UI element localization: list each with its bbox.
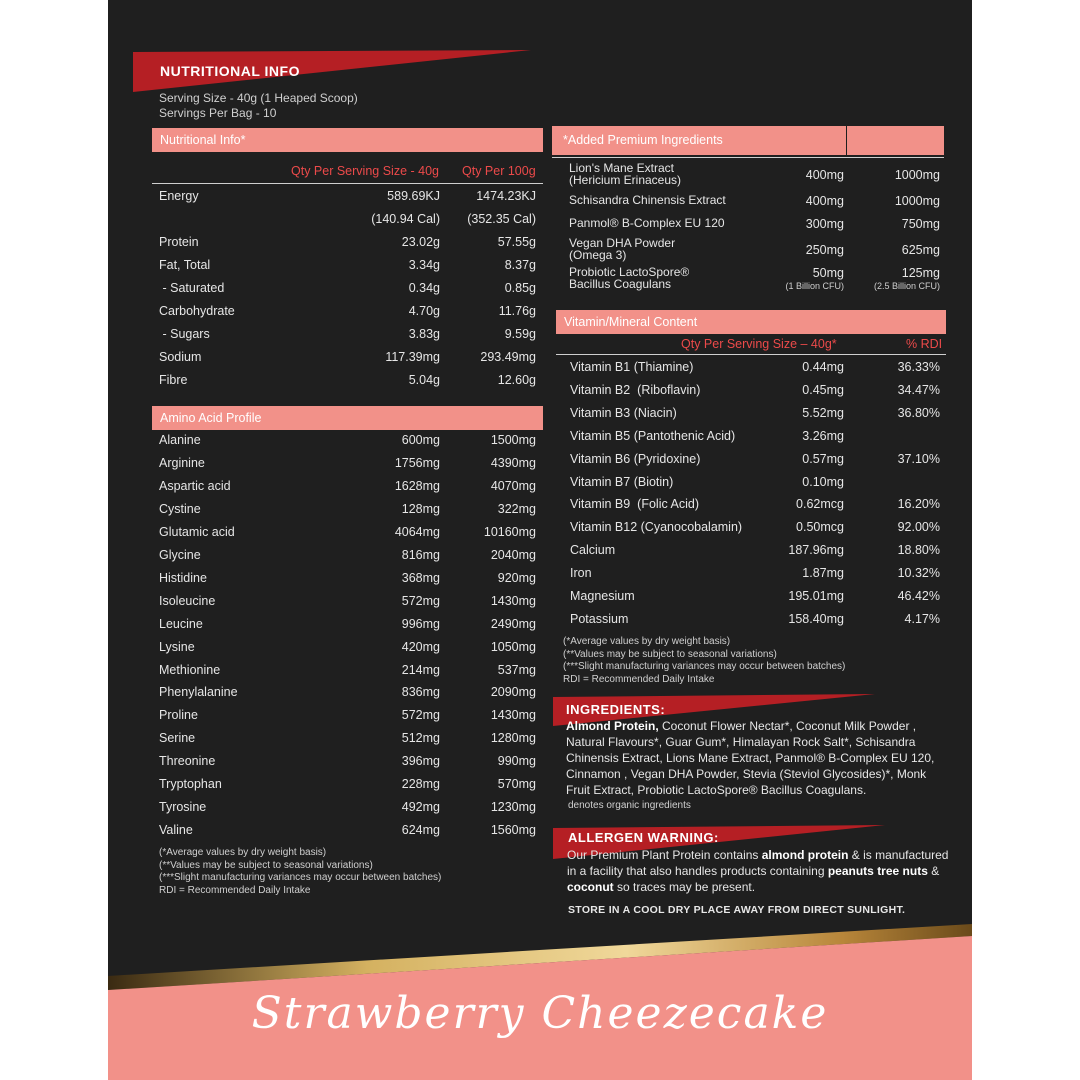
amino-name: Threonine [159, 754, 216, 768]
vitamin-rdi: 36.80% [897, 406, 940, 420]
amino-per100: 1280mg [490, 731, 536, 745]
amino-name: Leucine [159, 617, 203, 631]
allergen-b1: almond protein [761, 848, 849, 862]
amino-per100: 1500mg [490, 433, 536, 447]
vitamin-name: Vitamin B3 (Niacin) [570, 406, 677, 420]
premium-name-line2: (Omega 3) [569, 248, 627, 262]
nutrient-serving: 3.34g [408, 258, 440, 272]
amino-per100: 1430mg [490, 594, 536, 608]
amino-name: Phenylalanine [159, 685, 238, 699]
footnote: (*Average values by dry weight basis) [159, 847, 327, 858]
premium-serving: 400mg [805, 194, 844, 208]
nutrient-name: - Sugars [159, 327, 210, 341]
vitamin-serving: 195.01mg [788, 589, 844, 603]
nutrient-per100: (352.35 Cal) [467, 212, 536, 226]
amino-name: Lysine [159, 640, 195, 654]
vitamin-name: Potassium [570, 612, 629, 626]
premium-name: Schisandra Chinensis Extract [569, 193, 726, 207]
amino-serving: 128mg [401, 502, 440, 516]
vitamin-name: Calcium [570, 543, 616, 557]
amino-per100: 4390mg [490, 456, 536, 470]
nutrient-per100: 12.60g [497, 373, 536, 387]
amino-serving: 816mg [401, 548, 440, 562]
premium-sub: (1 Billion CFU) [785, 281, 844, 291]
premium-name: Vegan DHA Powder [569, 236, 676, 250]
amino-name: Alanine [159, 433, 201, 447]
organic-note: denotes organic ingredients [568, 800, 691, 811]
nutrient-serving: (140.94 Cal) [371, 212, 440, 226]
premium-per100: 750mg [901, 217, 940, 231]
vitamin-serving: 1.87mg [802, 566, 844, 580]
vitamin-rdi: 36.33% [897, 360, 940, 374]
amino-name: Methionine [159, 663, 221, 677]
amino-per100: 1050mg [490, 640, 536, 654]
nutrient-name: Sodium [159, 350, 202, 364]
premium-per100: 1000mg [894, 194, 940, 208]
premium-serving: 50mg [812, 266, 844, 280]
nutrition-col-per100: Qty Per 100g [462, 164, 536, 178]
amino-serving: 1756mg [394, 456, 440, 470]
nutrient-per100: 1474.23KJ [476, 189, 536, 203]
amino-serving: 1628mg [394, 479, 440, 493]
amino-serving: 996mg [401, 617, 440, 631]
amino-serving: 420mg [401, 640, 440, 654]
vitamin-serving: 0.50mcg [796, 520, 844, 534]
vitamin-serving: 0.57mg [802, 452, 844, 466]
nutrient-per100: 8.37g [504, 258, 536, 272]
vitamin-serving: 3.26mg [802, 429, 844, 443]
footnote: (***Slight manufacturing variances may occur between batches) [159, 872, 442, 883]
vitamin-name: Vitamin B12 (Cyanocobalamin) [570, 520, 743, 534]
amino-serving: 624mg [401, 823, 440, 837]
vitamin-rdi: 4.17% [904, 612, 940, 626]
vitamin-rdi: 34.47% [897, 383, 940, 397]
premium-serving: 400mg [805, 168, 844, 182]
premium-heading-text: *Added Premium Ingredients [563, 133, 723, 147]
amino-name: Serine [159, 731, 196, 745]
vitamin-rdi: 16.20% [897, 497, 940, 511]
vitamin-serving: 0.62mcg [796, 497, 844, 511]
vitamin-rdi: 46.42% [897, 589, 940, 603]
vitamin-rdi: 10.32% [897, 566, 940, 580]
vitamin-name: Vitamin B6 (Pyridoxine) [570, 452, 701, 466]
vitamin-serving: 0.45mg [802, 383, 844, 397]
amino-serving: 492mg [401, 800, 440, 814]
amino-per100: 2490mg [490, 617, 536, 631]
allergen-p2: & is manufactured in a facility that also handles products containing [567, 848, 949, 878]
nutrient-serving: 5.04g [408, 373, 440, 387]
vitamin-serving: 187.96mg [788, 543, 844, 557]
amino-name: Valine [159, 823, 193, 837]
premium-per100: 125mg [901, 266, 940, 280]
storage-instruction: STORE IN A COOL DRY PLACE AWAY FROM DIRECT SUNLIGHT. [568, 904, 906, 916]
footnote: (*Average values by dry weight basis) [563, 636, 731, 647]
nutrient-name: Protein [159, 235, 199, 249]
vitamin-heading: Vitamin/Mineral Content [556, 310, 946, 334]
serving-size: Serving Size - 40g (1 Heaped Scoop) [159, 91, 358, 105]
vitamin-name: Magnesium [570, 589, 635, 603]
vitamin-name: Vitamin B7 (Biotin) [570, 475, 674, 489]
nutrient-name: Fibre [159, 373, 188, 387]
amino-name: Proline [159, 708, 198, 722]
premium-heading-divider [846, 126, 847, 155]
amino-name: Tryptophan [159, 777, 222, 791]
amino-name: Glycine [159, 548, 201, 562]
premium-serving: 250mg [805, 243, 844, 257]
vitamin-name: Vitamin B9 (Folic Acid) [570, 497, 699, 511]
page-title: NUTRITIONAL INFO [160, 63, 300, 79]
amino-heading: Amino Acid Profile [152, 406, 543, 430]
amino-per100: 1560mg [490, 823, 536, 837]
amino-serving: 572mg [401, 594, 440, 608]
vitamin-rdi: 18.80% [897, 543, 940, 557]
amino-serving: 368mg [401, 571, 440, 585]
amino-serving: 836mg [401, 685, 440, 699]
vitamin-name: Vitamin B5 (Pantothenic Acid) [570, 429, 736, 443]
amino-per100: 1230mg [490, 800, 536, 814]
ingredients-text [566, 718, 946, 798]
vitamin-serving: 0.10mg [802, 475, 844, 489]
allergen-b3: tree nuts [877, 864, 928, 878]
amino-serving: 512mg [401, 731, 440, 745]
amino-name: Histidine [159, 571, 207, 585]
nutrient-name: Fat, Total [159, 258, 211, 272]
amino-per100: 10160mg [483, 525, 536, 539]
ingredients-list: Coconut Flower Nectar*, Coconut Milk Powder , Natural Flavours*, Guar Gum*, Himalayan Rock Salt*, Schisandra Chinensis Extract, Lions Mane Extract, Panmol® B-Complex EU 120, Cinnamon , Vegan DHA Powder, Stevia (Steviol Glycosides)*, Monk Fruit Extract, Probiotic LactoSpore® Bacillus Coagulans. [566, 719, 935, 797]
flavour-name: Strawberry Cheezecake [251, 988, 829, 1039]
premium-per100: 1000mg [894, 168, 940, 182]
nutrition-heading: Nutritional Info* [152, 128, 543, 152]
allergen-b4: coconut [567, 880, 614, 894]
vitamin-rdi: 92.00% [897, 520, 940, 534]
nutrient-serving: 0.34g [408, 281, 440, 295]
ingredients-lead: Almond Protein, [566, 719, 659, 733]
premium-heading [552, 126, 944, 155]
nutrient-name: Energy [159, 189, 199, 203]
amino-name: Cystine [159, 502, 201, 516]
premium-name-line2: Bacillus Coagulans [569, 277, 672, 291]
vitamin-rdi: 37.10% [897, 452, 940, 466]
amino-per100: 1430mg [490, 708, 536, 722]
nutrient-name: Carbohydrate [159, 304, 235, 318]
divider [152, 183, 543, 184]
footnote: (**Values may be subject to seasonal variations) [563, 648, 777, 660]
amino-serving: 228mg [401, 777, 440, 791]
vitamin-serving: 5.52mg [802, 406, 844, 420]
premium-sub: (2.5 Billion CFU) [873, 281, 940, 291]
divider [556, 354, 946, 355]
ingredients-title: INGREDIENTS: [566, 702, 666, 717]
servings-per-bag: Servings Per Bag - 10 [159, 106, 277, 120]
nutrient-serving: 23.02g [401, 235, 440, 249]
premium-name: Lion's Mane Extract [569, 161, 675, 175]
allergen-p5: so traces may be present. [613, 880, 756, 894]
nutrient-serving: 4.70g [408, 304, 440, 318]
footnote: (***Slight manufacturing variances may occur between batches) [563, 661, 846, 672]
amino-name: Arginine [159, 456, 205, 470]
allergen-b2: peanuts [827, 864, 874, 878]
amino-name: Isoleucine [159, 594, 216, 608]
nutrition-col-serving: Qty Per Serving Size - 40g [291, 164, 439, 178]
amino-per100: 322mg [497, 502, 536, 516]
vitamin-serving: 0.44mg [802, 360, 844, 374]
footnote: RDI = Recommended Daily Intake [159, 884, 311, 896]
amino-per100: 2040mg [490, 548, 536, 562]
vitamin-name: Vitamin B1 (Thiamine) [570, 360, 694, 374]
amino-serving: 396mg [401, 754, 440, 768]
allergen-p1: Our Premium Plant Protein contains [567, 848, 762, 862]
nutrient-per100: 9.59g [504, 327, 536, 341]
allergen-text [567, 847, 949, 895]
nutrient-per100: 293.49mg [480, 350, 536, 364]
amino-serving: 4064mg [394, 525, 440, 539]
nutrient-per100: 0.85g [504, 281, 536, 295]
amino-serving: 600mg [401, 433, 440, 447]
vitamin-serving: 158.40mg [788, 612, 844, 626]
nutrient-name: - Saturated [159, 281, 225, 295]
amino-per100: 2090mg [490, 685, 536, 699]
nutrient-serving: 3.83g [408, 327, 440, 341]
premium-serving: 300mg [805, 217, 844, 231]
premium-per100: 625mg [901, 243, 940, 257]
amino-per100: 537mg [497, 663, 536, 677]
amino-per100: 920mg [497, 571, 536, 585]
allergen-p4: & [927, 864, 940, 878]
nutrient-serving: 589.69KJ [387, 189, 440, 203]
amino-per100: 4070mg [490, 479, 536, 493]
amino-per100: 990mg [497, 754, 536, 768]
amino-name: Aspartic acid [159, 479, 231, 493]
nutrient-serving: 117.39mg [385, 350, 440, 364]
amino-name: Glutamic acid [159, 525, 235, 539]
footnote: RDI = Recommended Daily Intake [563, 673, 715, 685]
amino-serving: 214mg [401, 663, 440, 677]
premium-name: Panmol® B-Complex EU 120 [569, 216, 725, 230]
vitamin-col-serving: Qty Per Serving Size – 40g* [681, 337, 837, 351]
amino-per100: 570mg [497, 777, 536, 791]
footnote: (**Values may be subject to seasonal variations) [159, 859, 373, 871]
vitamin-col-rdi: % RDI [906, 337, 943, 351]
divider [552, 157, 944, 158]
nutrient-per100: 11.76g [498, 304, 536, 318]
premium-name-line2: (Hericium Erinaceus) [569, 173, 682, 187]
vitamin-name: Vitamin B2 (Riboflavin) [570, 383, 701, 397]
nutrient-per100: 57.55g [497, 235, 536, 249]
premium-name: Probiotic LactoSpore® [569, 265, 690, 279]
allergen-title: ALLERGEN WARNING: [568, 830, 719, 845]
amino-serving: 572mg [401, 708, 440, 722]
vitamin-name: Iron [570, 566, 592, 580]
amino-name: Tyrosine [159, 800, 207, 814]
label-panel [108, 0, 972, 1080]
